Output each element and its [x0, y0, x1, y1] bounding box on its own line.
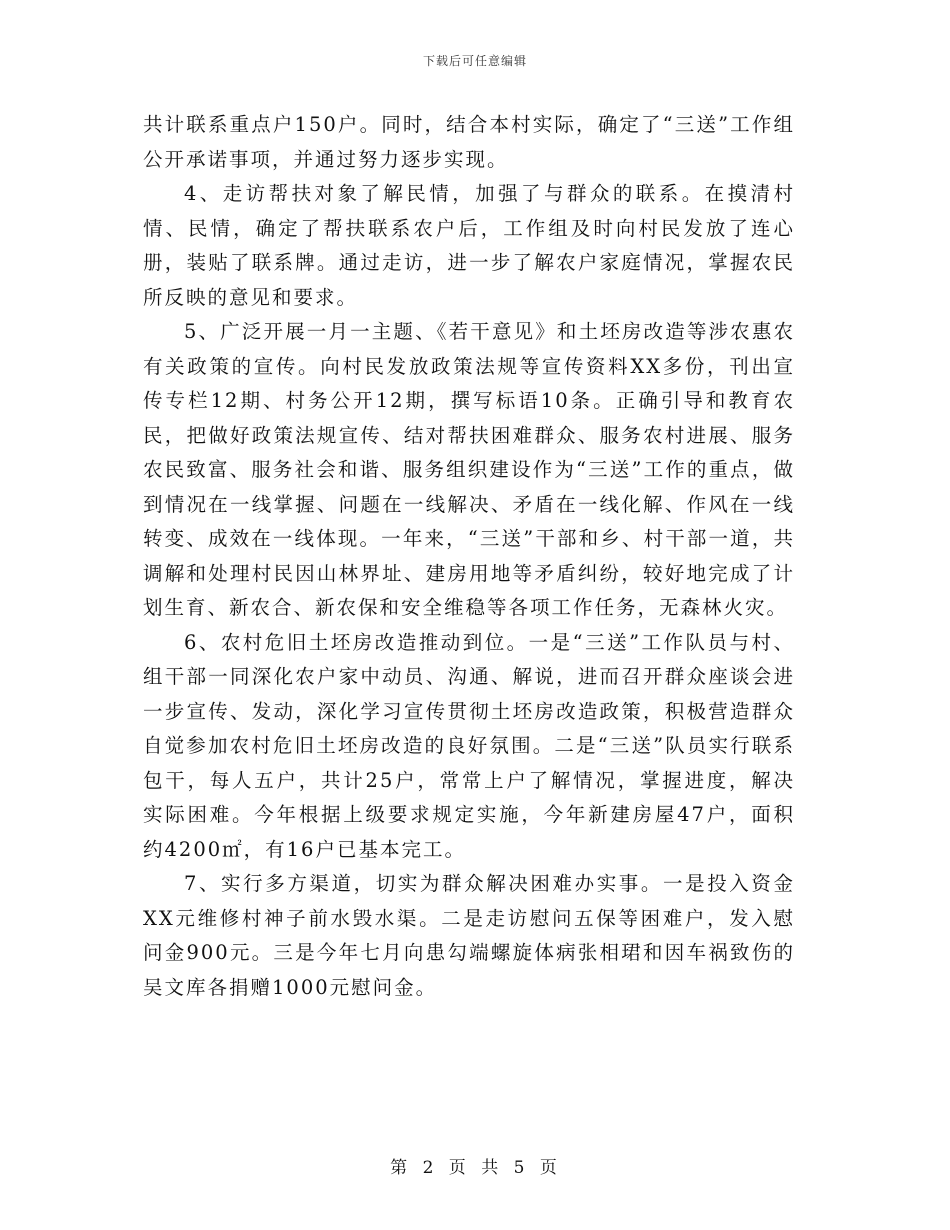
paragraph-1: 共计联系重点户150户。同时，结合本村实际，确定了“三送”工作组公开承诺事项，并通过努力逐步实现。: [143, 113, 795, 171]
page-header: 下载后可任意编辑: [422, 54, 527, 68]
page-footer: 第 2 页 共 5 页: [390, 1158, 560, 1178]
document-body: [143, 108, 795, 1005]
paragraph-2: 4、走访帮扶对象了解民情，加强了与群众的联系。在摸清村情、民情，确定了帮扶联系农户后，工作组及时向村民发放了连心册，装贴了联系牌。通过走访，进一步了解农户家庭情况，掌握农民所反映的意见和要求。: [143, 182, 795, 309]
paragraph-4: 6、农村危旧土坯房改造推动到位。一是“三送”工作队员与村、组干部一同深化农户家中动员、沟通、解说，进而召开群众座谈会进一步宣传、发动，深化学习宣传贯彻土坯房改造政策，积极营造群众自觉参加农村危旧土坯房改造的良好氛围。二是“三送”队员实行联系包干，每人五户，共计25户，常常上户了解情况，掌握进度，解决实际困难。今年根据上级要求规定实施，今年新建房屋47户，面积约4200㎡，有16户已基本完工。: [143, 630, 795, 861]
paragraph-3: 5、广泛开展一月一主题、《若干意见》和土坯房改造等涉农惠农有关政策的宣传。向村民发放政策法规等宣传资料XX多份，刊出宣传专栏12期、村务公开12期，撰写标语10条。正确引导和教育农民，把做好政策法规宣传、结对帮扶困难群众、服务农村进展、服务农民致富、服务社会和谐、服务组织建设作为“三送”工作的重点，做到情况在一线掌握、问题在一线解决、矛盾在一线化解、作风在一线转变、成效在一线体现。一年来，“三送”干部和乡、村干部一道，共调解和处理村民因山林界址、建房用地等矛盾纠纷，较好地完成了计划生育、新农合、新农保和安全维稳等各项工作任务，无森林火灾。: [143, 320, 795, 619]
paragraph-5: 7、实行多方渠道，切实为群众解决困难办实事。一是投入资金XX元维修村神子前水毁水渠。二是走访慰问五保等困难户，发入慰问金900元。三是今年七月向患勾端螺旋体病张相珺和因车祸致伤的吴文库各捐赠1000元慰问金。: [143, 872, 795, 999]
